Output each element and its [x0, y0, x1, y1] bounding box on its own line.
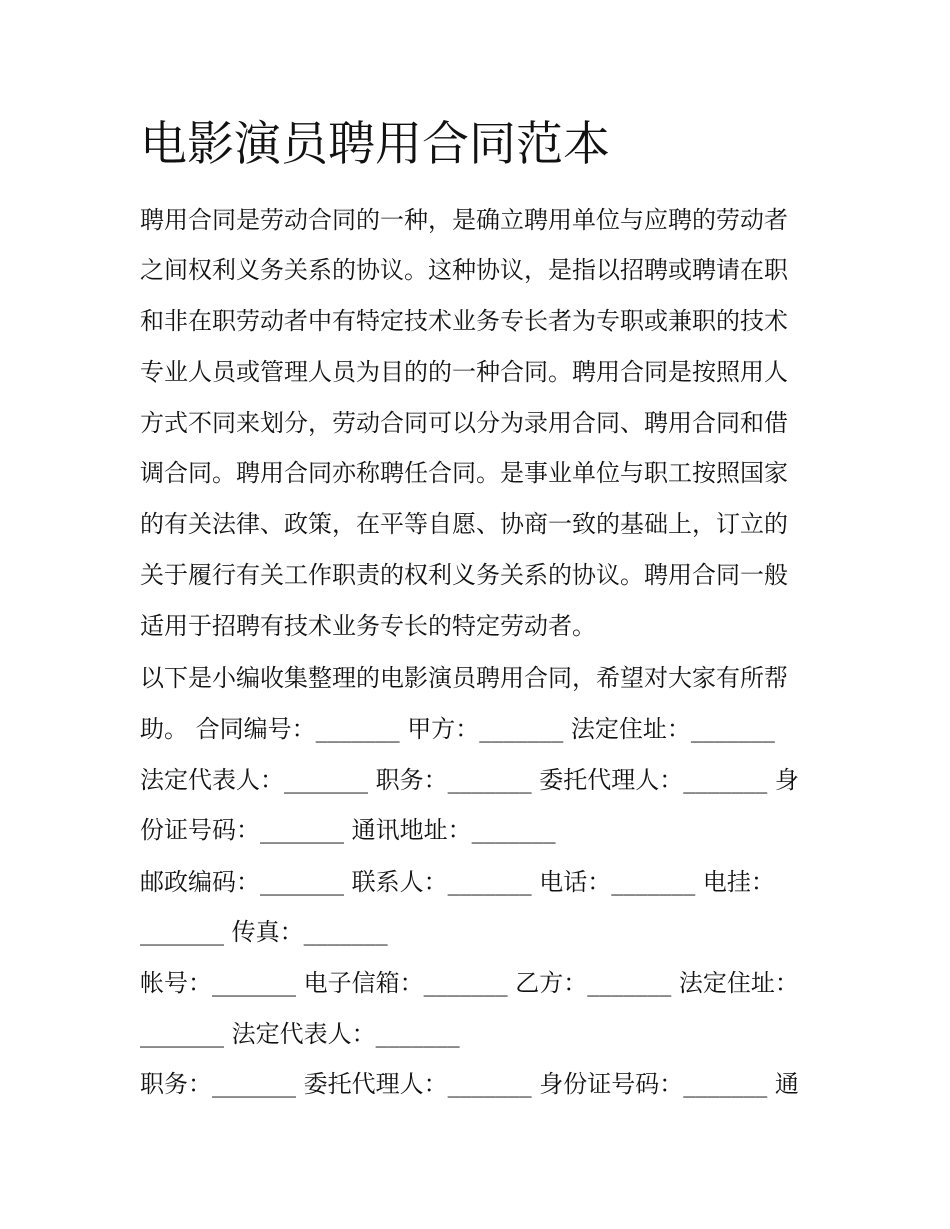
body-line-10: 以下是小编收集整理的电影演员聘用合同，希望对大家有所帮 [140, 664, 788, 692]
body-line-13: 份证号码：_______ 通讯地址：_______ [140, 816, 556, 844]
body-line-17: _______ 法定代表人：_______ [140, 1020, 460, 1048]
body-line-8: 关于履行有关工作职责的权利义务关系的协议。聘用合同一般 [140, 561, 788, 589]
body-line-7: 的有关法律、政策，在平等自愿、协商一致的基础上，订立的 [140, 510, 788, 538]
body-line-14: 邮政编码：_______ 联系人：_______ 电话：_______ 电挂： [140, 868, 775, 896]
body-line-6: 调合同。聘用合同亦称聘任合同。是事业单位与职工按照国家 [140, 459, 788, 487]
document-title: 电影演员聘用合同范本 [140, 117, 610, 172]
body-line-4: 专业人员或管理人员为目的的一种合同。聘用合同是按照用人 [140, 358, 788, 386]
body-line-5: 方式不同来划分，劳动合同可以分为录用合同、聘用合同和借 [140, 409, 788, 437]
body-line-12: 法定代表人：_______ 职务：_______ 委托代理人：_______ 身 [140, 766, 799, 794]
body-line-3: 和非在职劳动者中有特定技术业务专长者为专职或兼职的技术 [140, 307, 788, 335]
body-line-9: 适用于招聘有技术业务专长的特定劳动者。 [140, 612, 596, 640]
body-line-18: 职务：_______ 委托代理人：_______ 身份证号码：_______ 通 [140, 1070, 799, 1098]
body-line-16: 帐号：_______ 电子信箱：_______ 乙方：_______ 法定住址： [140, 969, 799, 997]
body-line-11: 助。 合同编号：_______ 甲方：_______ 法定住址：_______ [140, 715, 775, 743]
body-line-2: 之间权利义务关系的协议。这种协议，是指以招聘或聘请在职 [140, 256, 788, 284]
body-line-15: _______ 传真：_______ [140, 918, 388, 946]
body-line-1: 聘用合同是劳动合同的一种，是确立聘用单位与应聘的劳动者 [140, 206, 788, 234]
